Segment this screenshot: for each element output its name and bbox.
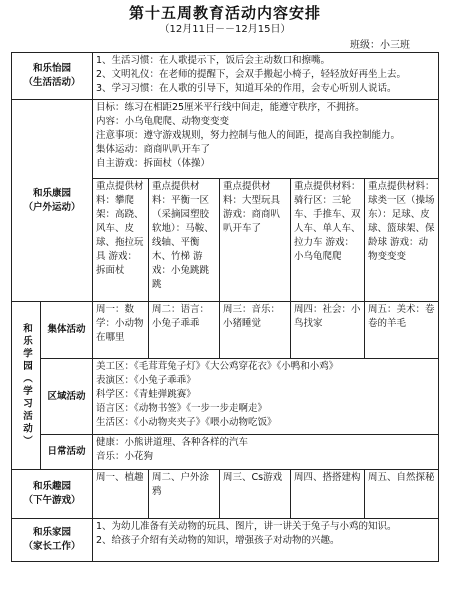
jiti-day-thu: 周四：社会：小鸟找家 (291, 302, 365, 359)
schedule-table (11, 52, 439, 562)
class-label: 班级：小三班 (350, 40, 410, 51)
yiyuan-content: 1、生活习惯：在人歌提示下，饭后会主动数口和擦嘴。 2、文明礼仪：在老师的提醒下，会双手搬起小椅子，轻轻放好再坐上去。 3、学习习惯：在人歌的引导下，知道耳朵的作用，会专心听别人说话。 (93, 53, 439, 100)
richang-content: 健康：小熊讲道理、各种各样的汽车 音乐：小花狗 (93, 435, 439, 470)
jiti-day-fri: 周五：美术：卷卷的羊毛 (365, 302, 439, 359)
kangyuan-day-wed: 重点提供材料：大型玩具 游戏：商商叭叭开车了 (220, 179, 291, 302)
jiayuan-header: 和乐家园 （家长工作） (12, 519, 93, 562)
row-xueyuan-jiti (12, 302, 439, 359)
row-kangyuan (12, 100, 439, 179)
kangyuan-goals: 目标：练习在相距25厘米平行线中间走，能遵守秩序，不拥挤。 内容：小乌龟爬爬、动物变变变 注意事项：遵守游戏规则，努力控制与他人的间距，提高自我控制能力。 集体运动：商商叭叭开车了 自主游戏：拆面杖（体操） (93, 100, 439, 179)
kangyuan-day-tue: 重点提供材料：平衡一区（采摘园塑胶软地）：马鞍、线轴、平衡木、竹梯 游戏：小兔跳跳跳 (149, 179, 220, 302)
quyuan-day-mon: 周一、植趣 (93, 470, 149, 519)
kangyuan-day-fri: 重点提供材料：球类一区（操场东）：足球、皮球、篮球架、保龄球 游戏：动物变变变 (365, 179, 439, 302)
quyuan-day-thu: 周四、搭搭建构 (291, 470, 365, 519)
xueyuan-header: 和乐学园（学习活动） (12, 302, 41, 470)
jiti-day-mon: 周一：数学：小动物在哪里 (93, 302, 149, 359)
quyuan-day-tue: 周二、户外涂鸦 (149, 470, 220, 519)
quyuan-day-fri: 周五、自然探秘 (365, 470, 439, 519)
row-yiyuan (12, 53, 439, 100)
kangyuan-day-thu: 重点提供材料：骑行区：三轮车、手推车、双人车、单人车、拉力车 游戏：小乌龟爬爬 (291, 179, 365, 302)
row-jiayuan (12, 519, 439, 562)
row-xueyuan-quyu (12, 359, 439, 435)
quyu-content: 美工区：《毛茸茸兔子灯》《大公鸡穿花衣》《小鸭和小鸡》 表演区：《小兔子乖乖》 科学区：《青蛙弹跳赛》 语言区：《动物书签》《一步一步走啊走》 生活区：《小动物夹夹子》《喂小动物吃饭》 (93, 359, 439, 435)
jiti-day-tue: 周二：语言：小兔子乖乖 (149, 302, 220, 359)
jiti-header: 集体活动 (41, 302, 93, 359)
quyuan-header: 和乐趣园 （下午游戏） (12, 470, 93, 519)
kangyuan-day-mon: 重点提供材料：攀爬架：高跷、风车、皮球、拖拉玩具 游戏：拆面杖 (93, 179, 149, 302)
jiayuan-content: 1、为幼儿准备有关动物的玩具、图片，讲一讲关于兔子与小鸡的知识。 2、给孩子介绍有关动物的知识，增强孩子对动物的兴趣。 (93, 519, 439, 562)
yiyuan-header: 和乐怡园 （生活活动） (12, 53, 93, 100)
jiti-day-wed: 周三：音乐：小猪睡觉 (220, 302, 291, 359)
quyu-header: 区域活动 (41, 359, 93, 435)
date-range: （12月11日－－12月15日） (159, 24, 291, 35)
quyuan-day-wed: 周三、Cs游戏 (220, 470, 291, 519)
row-quyuan (12, 470, 439, 519)
kangyuan-header: 和乐康园 （户外运动） (12, 100, 93, 302)
row-xueyuan-richang (12, 435, 439, 470)
page-title: 第十五周教育活动内容安排 (128, 4, 321, 22)
richang-header: 日常活动 (41, 435, 93, 470)
